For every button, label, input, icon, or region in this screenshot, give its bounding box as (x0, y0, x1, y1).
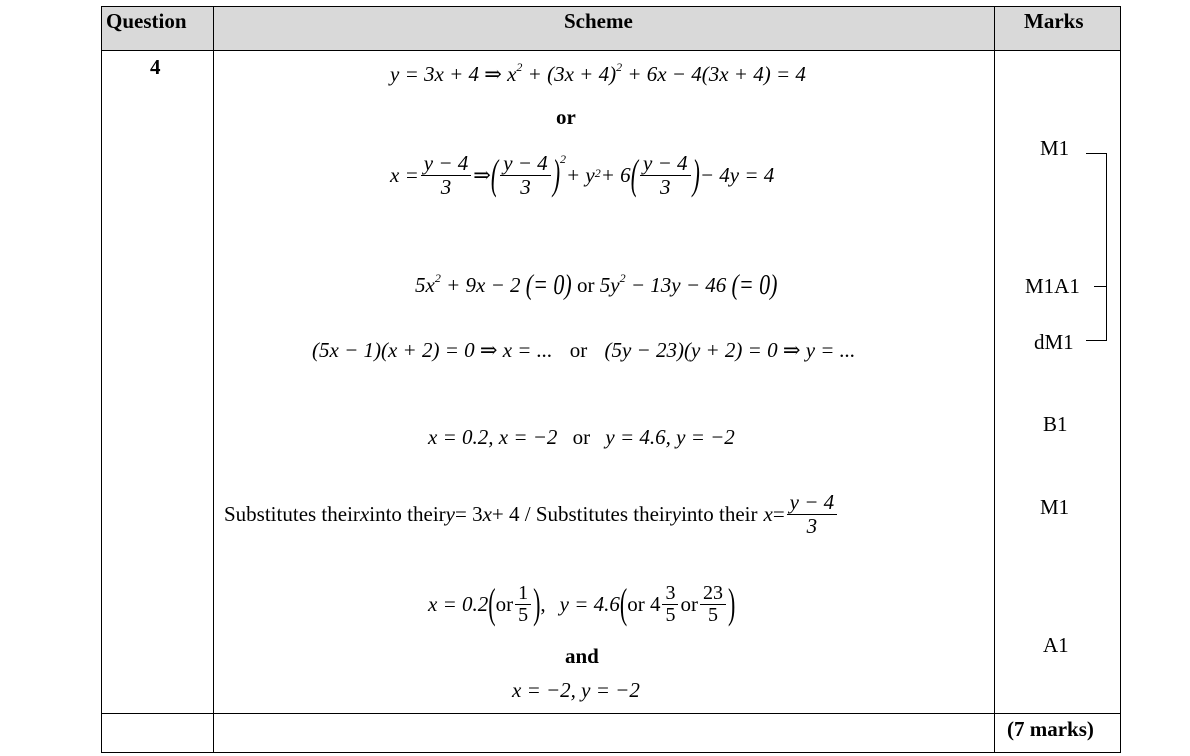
scheme-substitution-text (224, 486, 839, 542)
line2-rparen2: ) (692, 150, 700, 198)
quad-b: + 9x − 2 (440, 273, 526, 297)
marks-bracket-tick (1094, 286, 1106, 287)
quad-sq: 2 (434, 271, 441, 285)
sub-frac-den: 3 (806, 513, 818, 538)
footer-scheme-cell (213, 713, 995, 753)
final-frac2 (662, 583, 678, 626)
final-or-c: or (680, 591, 698, 616)
sub-p4: + 4 / Substitutes their (491, 501, 672, 526)
line1-p2: (3x + 4) (701, 62, 771, 86)
line1-sq: 2 (516, 60, 523, 74)
mark-a1: A1 (1043, 633, 1069, 657)
final-frac1-den: 5 (518, 603, 529, 626)
factor-x: (5x − 1)(x + 2) = 0 ⇒ x = ... (312, 338, 553, 362)
final-x: x = 0.2 (428, 591, 489, 616)
line2-six: + 6 (600, 162, 631, 187)
final-or-a: or (495, 591, 514, 616)
mark-m1a1: M1A1 (1025, 274, 1080, 298)
line2-lparen2: ( (630, 150, 639, 198)
final-y: y = 4.6 (559, 591, 620, 616)
footer-question-cell (101, 713, 214, 753)
header-scheme: Scheme (564, 9, 633, 33)
sub-p6: = (772, 501, 785, 526)
quad-c: 5y (599, 273, 620, 297)
sub-frac (787, 491, 838, 536)
line2-sq: 2 (560, 151, 567, 166)
quad-or: or (577, 273, 595, 297)
final-frac3 (700, 583, 726, 626)
factor-y: (5y − 23)(y + 2) = 0 ⇒ y = ... (604, 338, 856, 362)
header-marks: Marks (1024, 9, 1084, 33)
mark-b1: B1 (1043, 412, 1068, 436)
final-frac3-num: 23 (700, 583, 726, 605)
line2-frac3-num: y − 4 (640, 152, 691, 175)
line2-rparen: ) (552, 150, 561, 198)
line1-p1: (3x + 4) (547, 62, 617, 86)
final-lparen1: ( (488, 579, 496, 627)
final-frac3-den: 5 (707, 603, 718, 626)
final-or-b: or 4 (627, 591, 661, 616)
mark-m1-first: M1 (1040, 136, 1070, 160)
sub-p3: = 3 (454, 501, 483, 526)
line2-xeq: x = (390, 162, 419, 187)
sub-x2: x (482, 501, 492, 526)
sub-p5: into their (681, 501, 758, 526)
roots-x: x = 0.2, x = −2 (428, 425, 558, 449)
line1-t2: + 6x − 4 (622, 62, 702, 86)
mark-total: (7 marks) (1007, 717, 1094, 741)
line1-sq2: 2 (616, 60, 623, 74)
final-lparen2: ( (619, 579, 628, 627)
sub-x3: x (763, 501, 773, 526)
line2-frac3 (640, 152, 691, 197)
line2-frac-den: 3 (440, 174, 452, 199)
scheme-roots (428, 425, 735, 450)
line1-t1: + (522, 62, 548, 86)
line2-frac2 (500, 152, 551, 197)
final-frac2-num: 3 (662, 583, 678, 605)
quad-zero2: (= 0) (731, 268, 778, 301)
line1-lhs: y = 3x + 4 ⇒ x (390, 62, 517, 86)
final-rparen2: ) (727, 579, 736, 627)
scheme-and: and (565, 644, 599, 668)
line2-frac-num: y − 4 (421, 152, 472, 175)
line2-frac2-num: y − 4 (500, 152, 551, 175)
roots-or: or (572, 425, 591, 449)
final-frac1 (515, 583, 531, 626)
scheme-final-values-2: x = −2, y = −2 (512, 678, 640, 702)
header-question: Question (106, 9, 187, 33)
final-comma: , (540, 591, 546, 616)
sub-x: x (359, 501, 370, 526)
line2-lparen: ( (490, 150, 499, 198)
scheme-final-values (428, 574, 735, 634)
line1-t3: = 4 (770, 62, 806, 86)
line2-tail: − 4y = 4 (699, 162, 775, 187)
quad-zero: (= 0) (525, 268, 572, 301)
final-frac1-num: 1 (515, 583, 531, 605)
line2-imp: ⇒ (473, 162, 491, 187)
final-frac2-den: 5 (665, 603, 676, 626)
final-rparen1: ) (533, 579, 541, 627)
scheme-line-substitution-y (390, 62, 806, 87)
quad-a: 5x (415, 273, 435, 297)
mark-m1-second: M1 (1040, 495, 1070, 519)
sub-p1: Substitutes their (224, 501, 360, 526)
scheme-quadratic (415, 268, 778, 301)
marks-bracket (1086, 153, 1107, 341)
quad-d: − 13y − 46 (625, 273, 732, 297)
sub-y: y (445, 501, 455, 526)
sub-p2: into their (369, 501, 446, 526)
line2-frac3-den: 3 (660, 174, 671, 199)
mark-dm1: dM1 (1034, 330, 1074, 354)
line2-frac2-den: 3 (520, 174, 531, 199)
factor-or: or (569, 338, 588, 362)
sub-frac-num: y − 4 (787, 491, 838, 514)
line2-mid: + y (566, 162, 595, 187)
scheme-factorise (312, 338, 855, 363)
line2-frac (421, 152, 472, 197)
scheme-line-substitution-x (390, 142, 774, 208)
line2-sq2: 2 (594, 165, 601, 180)
roots-y: y = 4.6, y = −2 (605, 425, 735, 449)
scheme-or: or (556, 105, 576, 129)
quad-sq2: 2 (619, 271, 626, 285)
question-number: 4 (150, 55, 161, 79)
sub-y2: y (671, 501, 682, 526)
question-cell (101, 50, 214, 714)
